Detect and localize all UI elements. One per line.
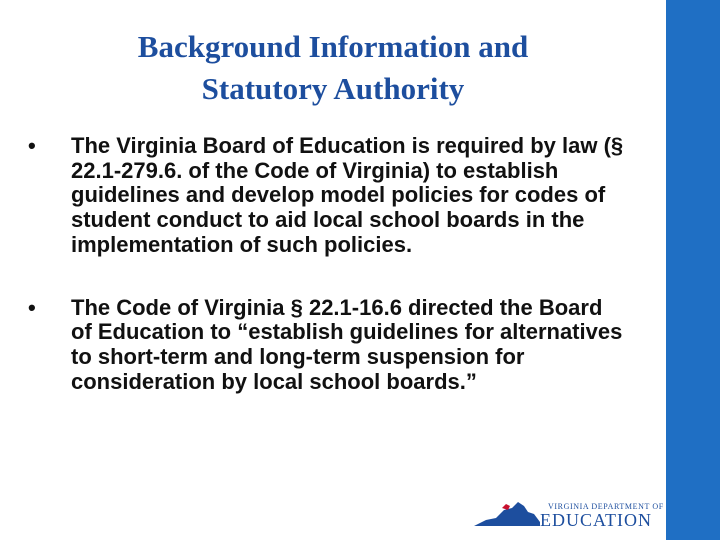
slide-title	[40, 26, 626, 110]
logo-big-text: EDUCATION	[540, 510, 652, 530]
bullet-item	[28, 134, 628, 258]
logo-small-text: VIRGINIA DEPARTMENT OF	[548, 502, 664, 511]
vdoe-logo	[472, 498, 664, 532]
bullet-text: The Virginia Board of Education is required by law (§ 22.1-279.6. of the Code of Virginia) to establish guidelines and develop model policies for codes of student conduct to aid local school boards in the implementation of such policies.	[71, 133, 624, 257]
virginia-state-shape-icon	[472, 498, 542, 528]
slide-title-line-2: Statutory Authority	[201, 71, 465, 106]
bullet-symbol: •	[28, 294, 36, 320]
right-accent-bar	[666, 0, 720, 540]
bullet-list	[28, 134, 628, 432]
bullet-item	[28, 296, 628, 395]
slide-title-line-1: Background Information and	[137, 29, 529, 64]
bullet-text: The Code of Virginia § 22.1-16.6 directed the Board of Education to “establish guidelines for alternatives to short-term and long-term suspension for consideration by local school boards.”	[71, 294, 623, 394]
bullet-symbol: •	[28, 133, 36, 158]
